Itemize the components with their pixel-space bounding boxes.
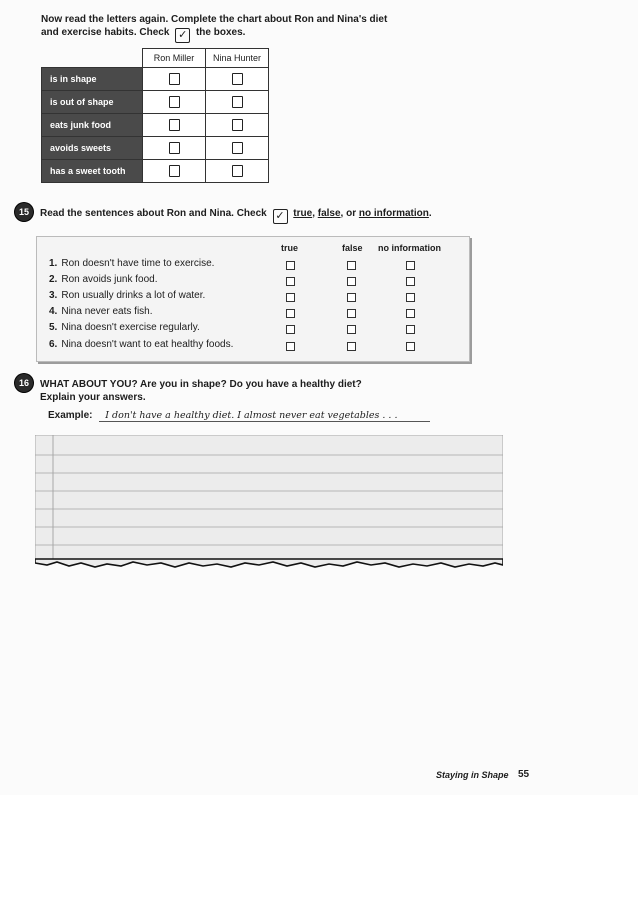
checkbox-true[interactable] — [286, 277, 295, 286]
footer-unit-title: Staying in Shape — [436, 770, 509, 780]
section16-instructions: WHAT ABOUT YOU? Are you in shape? Do you have a healthy diet? Explain your answers. — [40, 379, 362, 403]
row-label: is in shape — [42, 68, 143, 91]
checkbox[interactable] — [232, 119, 243, 131]
checkbox-true[interactable] — [286, 309, 295, 318]
checkbox-false[interactable] — [347, 325, 356, 334]
checkbox-true[interactable] — [286, 293, 295, 302]
column-nina-hunter: Nina Hunter — [206, 49, 269, 68]
checkbox[interactable] — [169, 165, 180, 177]
checkbox[interactable] — [169, 142, 180, 154]
checkbox[interactable] — [232, 73, 243, 85]
checkbox-no-information[interactable] — [406, 309, 415, 318]
column-ron-miller: Ron Miller — [143, 49, 206, 68]
diet-exercise-chart — [41, 48, 269, 183]
checkbox-false[interactable] — [347, 277, 356, 286]
example-line — [48, 410, 430, 422]
statement: 3. Ron usually drinks a lot of water. — [49, 290, 206, 301]
checkbox-no-information[interactable] — [406, 293, 415, 302]
chart-row — [42, 91, 269, 114]
exercise-number-badge: 15 — [15, 203, 33, 221]
section14-instructions — [41, 13, 387, 43]
checkmark-icon: ✓ — [273, 209, 288, 224]
chart-row — [42, 114, 269, 137]
checkbox-no-information[interactable] — [406, 325, 415, 334]
checkbox-false[interactable] — [347, 309, 356, 318]
checkbox[interactable] — [169, 119, 180, 131]
statement: 6. Nina doesn't want to eat healthy foods. — [49, 339, 234, 350]
checkbox[interactable] — [232, 96, 243, 108]
statement: 2. Ron avoids junk food. — [49, 274, 158, 285]
checkbox[interactable] — [232, 142, 243, 154]
checkbox[interactable] — [169, 96, 180, 108]
statement: 5. Nina doesn't exercise regularly. — [49, 322, 200, 333]
chart-row — [42, 160, 269, 183]
example-label: Example: — [48, 410, 93, 421]
row-label: is out of shape — [42, 91, 143, 114]
row-label: avoids sweets — [42, 137, 143, 160]
section14-line1: Now read the letters again. Complete the chart about Ron and Nina's diet — [41, 14, 388, 25]
checkbox-true[interactable] — [286, 261, 295, 270]
section15-instructions: Read the sentences about Ron and Nina. Check ✓ true, false, or no information. — [40, 208, 432, 222]
checkbox-no-information[interactable] — [406, 261, 415, 270]
chart-row — [42, 137, 269, 160]
exercise-number-badge: 16 — [15, 374, 33, 392]
row-label: eats junk food — [42, 114, 143, 137]
checkbox-no-information[interactable] — [406, 342, 415, 351]
checkbox-no-information[interactable] — [406, 277, 415, 286]
checkbox-true[interactable] — [286, 325, 295, 334]
statement: 4. Nina never eats fish. — [49, 306, 153, 317]
statement: 1. Ron doesn't have time to exercise. — [49, 258, 215, 269]
writing-paper[interactable] — [35, 435, 503, 572]
checkmark-icon: ✓ — [175, 28, 190, 43]
section14-line2: and exercise habits. Check ✓ the boxes. — [41, 27, 246, 41]
header-no-information: no information — [378, 243, 441, 253]
checkbox-false[interactable] — [347, 342, 356, 351]
checkbox-false[interactable] — [347, 261, 356, 270]
row-label: has a sweet tooth — [42, 160, 143, 183]
checkbox[interactable] — [169, 73, 180, 85]
chart-row — [42, 68, 269, 91]
page-number: 55 — [518, 769, 530, 780]
checkbox-true[interactable] — [286, 342, 295, 351]
header-true: true — [281, 243, 299, 253]
header-false: false — [342, 243, 363, 253]
example-answer: I don't have a healthy diet. I almost never eat vegetables . . . — [99, 410, 430, 422]
checkbox-false[interactable] — [347, 293, 356, 302]
checkbox[interactable] — [232, 165, 243, 177]
